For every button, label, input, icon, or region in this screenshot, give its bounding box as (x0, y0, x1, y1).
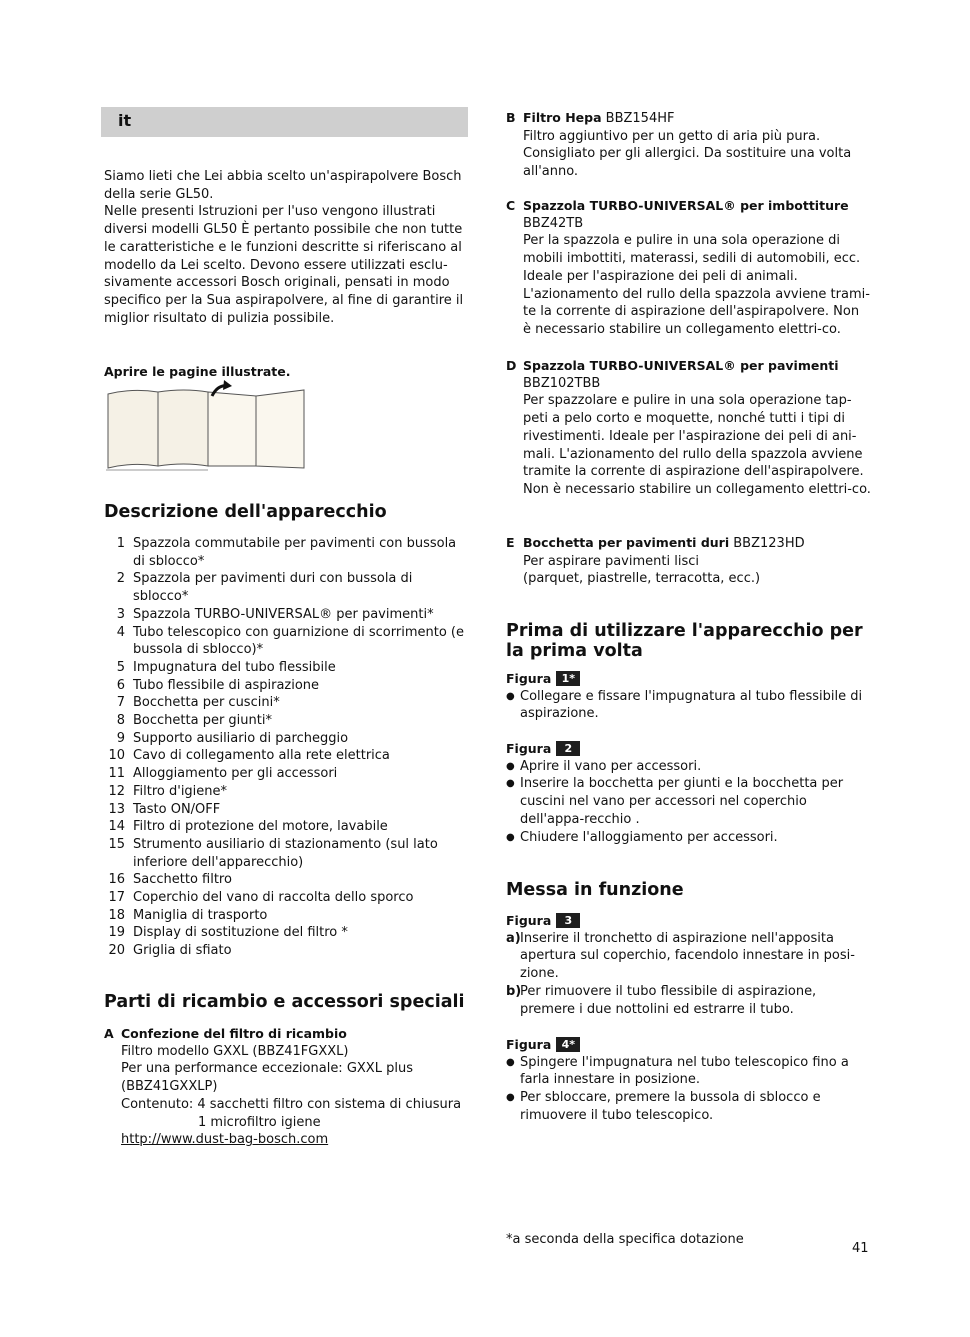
list-item (104, 712, 469, 730)
accessory-letter: D (506, 358, 517, 373)
accessory-description: Filtro aggiuntivo per un getto di aria più pura. Consigliato per gli allergici. Da sostituire una volta all'anno. (523, 128, 852, 180)
item-number: 6 (116, 677, 125, 693)
bullet-text: Collegare e fissare l'impugnatura al tubo flessibile di aspirazione. (520, 688, 863, 722)
list-item (506, 829, 871, 847)
step-text: Inserire il tronchetto di aspirazione nell'apposita apertura sul coperchio, facendolo innestare in posi-zione. (520, 930, 855, 982)
list-item (104, 747, 469, 765)
list-item (104, 871, 469, 889)
item-text: Bocchetta per cuscini* (133, 695, 280, 711)
accessory-name: Spazzola TURBO-UNIVERSAL® per pavimenti (523, 358, 839, 373)
accessory-c (506, 197, 871, 339)
item-text: Spazzola commutabile per pavimenti con bussola di sblocco* (133, 536, 457, 569)
item-text: Filtro d'igiene* (133, 783, 228, 799)
item-text: Spazzola TURBO-UNIVERSAL® per pavimenti* (133, 606, 434, 622)
figure-label: Figura (506, 913, 552, 928)
step-text: Per rimuovere il tubo flessibile di aspirazione, premere i due nottolini ed estrarre il tubo. (520, 983, 817, 1017)
list-item (104, 677, 469, 695)
bullet-text: Inserire la bocchetta per giunti e la bocchetta per cuscini nel vano per accessori nel coperchio dell'appa-recchio . (520, 776, 844, 827)
item-text: Bocchetta per giunti* (133, 713, 272, 729)
item-text: Coperchio del vano di raccolta dello sporco (133, 890, 414, 906)
item-text: Alloggiamento per gli accessori (133, 766, 338, 782)
accessory-line: Filtro modello GXXL (BBZ41FGXXL) (121, 1043, 349, 1059)
list-item (104, 889, 469, 907)
item-number: 7 (116, 695, 125, 711)
item-number: 20 (108, 943, 125, 959)
figure-2-block (506, 740, 871, 846)
item-number: 5 (116, 659, 125, 675)
list-item (506, 1089, 871, 1124)
open-book-illustration (104, 380, 318, 472)
list-item (104, 694, 469, 712)
list-item (104, 659, 469, 677)
list-item (506, 775, 871, 828)
list-item (104, 535, 469, 570)
accessory-letter: A (104, 1026, 114, 1041)
figure-label: Figura (506, 671, 552, 686)
accessory-code: BBZ42TB (523, 215, 584, 231)
item-text: Tubo flessibile di aspirazione (133, 677, 320, 693)
accessory-e (506, 534, 871, 588)
accessory-d (506, 357, 871, 499)
page-number: 41 (852, 1241, 869, 1256)
bullet-icon: ● (506, 760, 515, 772)
figure-number-badge: 1* (556, 671, 580, 686)
list-item (104, 730, 469, 748)
description-list (104, 535, 469, 960)
dust-bag-link[interactable]: http://www.dust-bag-bosch.com (121, 1132, 329, 1148)
step-key: b) (506, 983, 522, 999)
accessory-b (506, 109, 871, 181)
item-number: 11 (108, 766, 125, 782)
item-number: 2 (116, 571, 125, 587)
list-item (104, 624, 469, 659)
item-text: Tasto ON/OFF (133, 801, 221, 817)
accessory-name: Filtro Hepa (523, 110, 602, 125)
accessory-name: Bocchetta per pavimenti duri (523, 535, 730, 550)
item-number: 8 (116, 713, 125, 729)
item-number: 4 (116, 624, 125, 640)
item-number: 16 (108, 872, 125, 888)
bullet-text: Spingere l'impugnatura nel tubo telescopico fino a farla innestare in posizione. (520, 1054, 849, 1088)
accessory-line: Per aspirare pavimenti lisci (523, 553, 699, 569)
first-use-title: Prima di utilizzare l'apparecchio per la prima volta (506, 621, 863, 661)
item-number: 17 (108, 890, 125, 906)
bullet-icon: ● (506, 778, 515, 790)
footnote: *a seconda della specifica dotazione (506, 1232, 744, 1247)
operation-title: Messa in funzione (506, 880, 684, 900)
item-text: Cavo di collegamento alla rete elettrica (133, 748, 390, 764)
item-number: 12 (108, 783, 125, 799)
list-item (104, 801, 469, 819)
bullet-text: Chiudere l'alloggiamento per accessori. (520, 829, 778, 845)
item-number: 13 (108, 801, 125, 817)
description-title: Descrizione dell'apparecchio (104, 502, 387, 522)
figure-4-block (506, 1036, 871, 1125)
list-item (506, 688, 871, 723)
figure-3-block (506, 912, 871, 1018)
accessory-letter: B (506, 110, 516, 125)
bullet-icon: ● (506, 1092, 515, 1104)
accessory-description: Per spazzolare e pulire in una sola operazione tap-peti a pelo corto e moquette, nonché tutti i tipi di rivestimenti. Ideale per l'aspirazione dei peli di ani-mali. L'azionamento del rullo della spazzola avviene tramite la corrente di aspirazione dell'aspirapolvere. Non è necessario stabilire un collegamento elettri-co. (523, 393, 871, 497)
list-item (104, 570, 469, 605)
open-pages-label: Aprire le pagine illustrate. (104, 364, 291, 379)
figure-number-badge: 3 (556, 913, 580, 928)
item-text: Sacchetto filtro (133, 872, 232, 888)
list-item (104, 765, 469, 783)
language-label: it (118, 111, 132, 130)
arrow-icon (223, 380, 232, 390)
list-item (506, 1054, 871, 1089)
accessory-code: BBZ123HD (733, 536, 805, 551)
item-number: 10 (108, 748, 125, 764)
figure-number-badge: 4* (556, 1037, 580, 1052)
accessory-letter: E (506, 535, 515, 550)
bullet-text: Per sbloccare, premere la bussola di sblocco e rimuovere il tubo telescopico. (520, 1090, 821, 1123)
item-text: Display di sostituzione del filtro * (133, 925, 348, 941)
figure-label: Figura (506, 1037, 552, 1052)
item-text: Impugnatura del tubo flessibile (133, 659, 336, 675)
bullet-icon: ● (506, 1056, 515, 1068)
language-bar (101, 107, 468, 137)
accessory-line: (parquet, piastrelle, terracotta, ecc.) (523, 571, 761, 587)
parts-title: Parti di ricambio e accessori speciali (104, 992, 465, 1012)
list-item (506, 758, 871, 776)
accessory-line: Per una performance eccezionale: GXXL plus (BBZ41GXXLP) (121, 1061, 413, 1095)
item-text: Tubo telescopico con guarnizione di scorrimento (e bussola di sblocco)* (133, 624, 464, 658)
figure-label: Figura (506, 741, 552, 756)
item-text: Supporto ausiliario di parcheggio (133, 730, 349, 746)
bullet-icon: ● (506, 690, 515, 702)
bullet-text: Aprire il vano per accessori. (520, 758, 702, 774)
list-item (104, 942, 469, 960)
step-key: a) (506, 930, 521, 946)
accessory-line: 1 microfiltro igiene (198, 1114, 321, 1130)
item-text: Griglia di sfiato (133, 943, 232, 959)
accessory-code: BBZ154HF (605, 111, 675, 126)
figure-1-block (506, 670, 871, 723)
accessory-name: Spazzola TURBO-UNIVERSAL® per imbottiture (523, 198, 849, 213)
item-text: Filtro di protezione del motore, lavabile (133, 819, 388, 835)
accessory-line: Contenuto: 4 sacchetti filtro con sistema di chiusura (121, 1096, 462, 1112)
step-item (506, 983, 871, 1018)
item-number: 14 (108, 819, 125, 835)
list-item (104, 606, 469, 624)
item-number: 9 (116, 730, 125, 746)
accessory-letter: C (506, 198, 516, 213)
item-number: 3 (116, 606, 125, 622)
item-text: Spazzola per pavimenti duri con bussola di sblocco* (133, 571, 413, 605)
list-item (104, 924, 469, 942)
accessory-description: Per la spazzola e pulire in una sola operazione di mobili imbottiti, materassi, sedili di automobili, ecc. Ideale per l'aspirazione dei peli di animali. L'azionamento del rullo della spazzola avviene trami-te la corrente di aspirazione dell'aspirapolvere. Non è necessario stabilire un collegamento elettri-co. (523, 233, 870, 337)
list-item (104, 836, 469, 871)
step-item (506, 930, 871, 983)
figure-number-badge: 2 (556, 741, 580, 756)
accessory-a (104, 1025, 474, 1149)
item-number: 18 (108, 907, 125, 923)
intro-paragraph: Siamo lieti che Lei abbia scelto un'aspirapolvere Bosch della serie GL50. (104, 169, 462, 202)
item-text: Strumento ausiliario di stazionamento (sul lato inferiore dell'apparecchio) (133, 836, 438, 870)
list-item (104, 818, 469, 836)
item-text: Maniglia di trasporto (133, 907, 268, 923)
accessory-code: BBZ102TBB (523, 375, 601, 391)
list-item (104, 783, 469, 801)
item-number: 1 (116, 536, 125, 551)
accessory-name: Confezione del filtro di ricambio (121, 1026, 347, 1041)
bullet-icon: ● (506, 831, 515, 843)
list-item (104, 907, 469, 925)
item-number: 19 (108, 925, 125, 941)
intro-text (104, 168, 469, 327)
intro-paragraph: Nelle presenti Istruzioni per l'uso vengono illustrati diversi modelli GL50 È pertanto possibile che non tutte le caratteristiche e le funzioni descritte si riferiscano al modello da Lei scelto. Devono essere utilizzati esclu-sivamente accessori Bosch originali, pensati in modo specifico per la Sua aspirapolvere, al fine di garantire il miglior risultato di pulizia possibile. (104, 204, 464, 326)
item-number: 15 (108, 836, 125, 852)
